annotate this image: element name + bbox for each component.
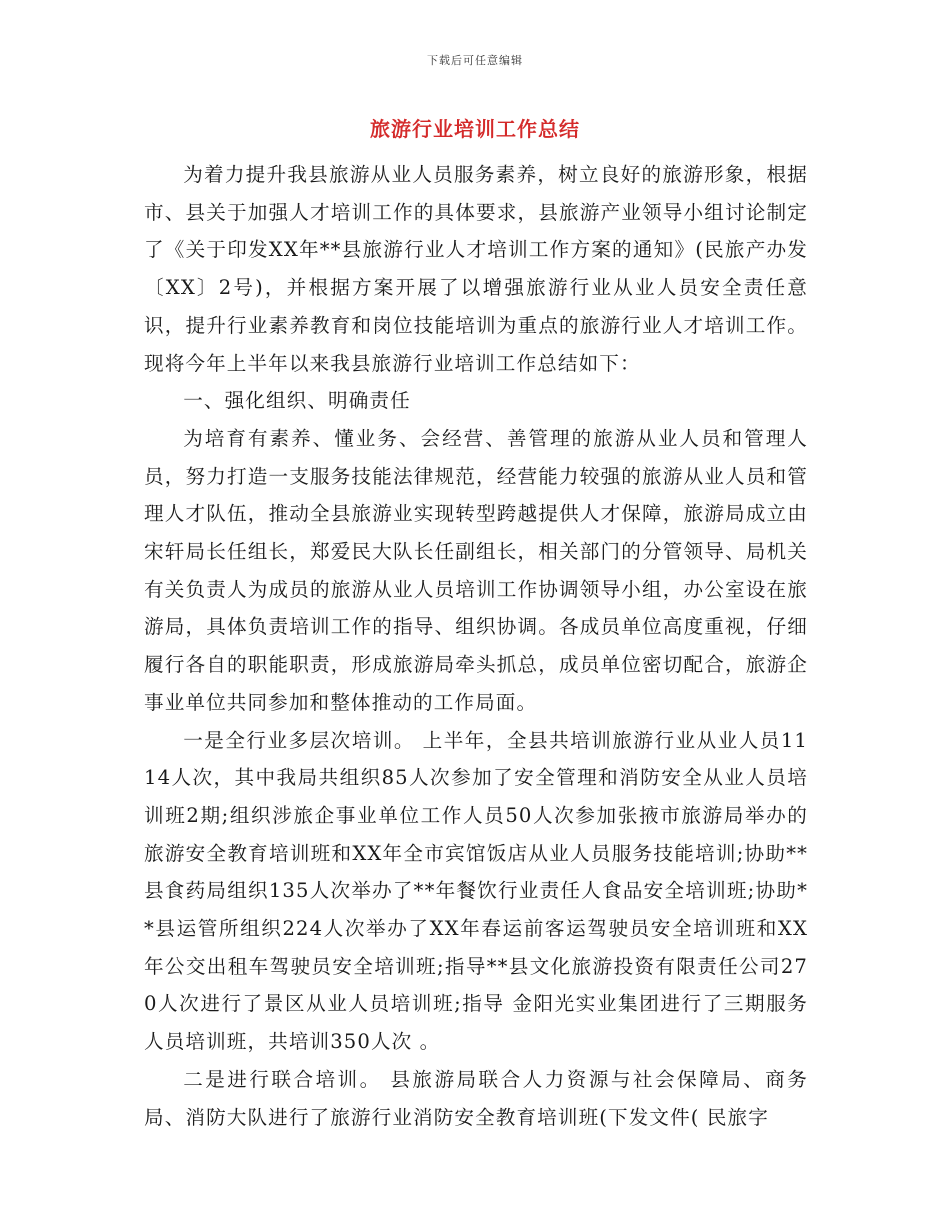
- paragraph-intro: 为着力提升我县旅游从业人员服务素养，树立良好的旅游形象，根据市、县关于加强人才培训工作的具体要求，县旅游产业领导小组讨论制定了《关于印发XX年**县旅游行业人才培训工作方案的通知》(民旅产办发〔XX〕2号)，并根据方案开展了以增强旅游行业从业人员安全责任意识，提升行业素养教育和岗位技能培训为重点的旅游行业人才培训工作。现将今年上半年以来我县旅游行业培训工作总结如下：: [144, 163, 808, 375]
- document-body: [144, 156, 808, 1136]
- paragraph-industry-training: 一是全行业多层次培训。 上半年，全县共培训旅游行业从业人员1114人次，其中我局共组织85人次参加了安全管理和消防安全从业人员培训班2期;组织涉旅企事业单位工作人员50人次参加张掖市旅游局举办的旅游安全教育培训班和XX年全市宾馆饭店从业人员服务技能培训;协助**县食药局组织135人次举办了**年餐饮行业责任人食品安全培训班;协助**县运管所组织224人次举办了XX年春运前客运驾驶员安全培训班和XX年公交出租车驾驶员安全培训班;指导**县文化旅游投资有限责任公司270人次进行了景区从业人员培训班;指导 金阳光实业集团进行了三期服务人员培训班，共培训350人次 。: [144, 728, 808, 1054]
- paragraph-organization: 为培育有素养、懂业务、会经营、善管理的旅游从业人员和管理人员，努力打造一支服务技能法律规范，经营能力较强的旅游从业人员和管理人才队伍，推动全县旅游业实现转型跨越提供人才保障，旅游局成立由宋轩局长任组长，郑爱民大队长任副组长，相关部门的分管领导、局机关有关负责人为成员的旅游从业人员培训工作协调领导小组，办公室设在旅游局，具体负责培训工作的指导、组织协调。各成员单位高度重视，仔细履行各自的职能职责，形成旅游局牵头抓总，成员单位密切配合，旅游企事业单位共同参加和整体推动的工作局面。: [144, 426, 808, 714]
- header-note: 下载后可任意编辑: [427, 54, 523, 67]
- section-heading-1: 一、强化组织、明确责任: [183, 389, 411, 413]
- paragraph-joint-training: 二是进行联合培训。 县旅游局联合人力资源与社会保障局、商务局、消防大队进行了旅游行业消防安全教育培训班(下发文件( 民旅字: [144, 1067, 808, 1129]
- document-title: 旅游行业培训工作总结: [370, 117, 580, 141]
